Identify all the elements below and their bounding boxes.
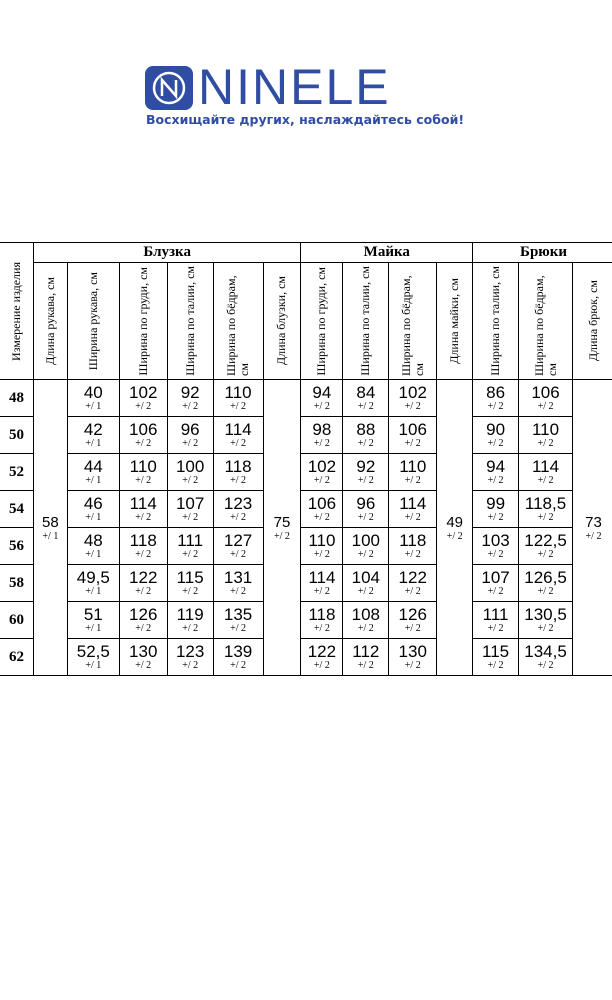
table-cell <box>213 454 263 491</box>
table-cell <box>301 417 343 454</box>
cell-value: 123 <box>223 494 253 513</box>
cell-value: 114 <box>308 568 336 587</box>
table-cell <box>343 565 389 602</box>
cell-tolerance: +/ 2 <box>230 438 247 449</box>
merged-value: 73 <box>585 513 602 531</box>
cell-tolerance: +/ 2 <box>537 401 554 412</box>
cell-value: 94 <box>312 383 332 402</box>
cell-tolerance: +/ 2 <box>230 623 247 634</box>
table-row <box>0 639 612 676</box>
cell-tolerance: +/ 2 <box>230 401 247 412</box>
cell-value: 118 <box>224 457 252 476</box>
cell-value: 110 <box>308 531 336 550</box>
cell-value: 130 <box>129 642 158 661</box>
table-cell <box>301 491 343 528</box>
cell-tolerance: +/ 2 <box>487 475 504 486</box>
size-label: 60 <box>0 602 33 639</box>
cell-value: 114 <box>224 420 252 439</box>
table-cell <box>167 491 213 528</box>
cell-value: 107 <box>481 568 510 587</box>
cell-value: 40 <box>83 383 103 402</box>
cell-value: 123 <box>175 642 205 661</box>
cell-value: 130,5 <box>524 605 567 624</box>
column-header: Ширина по груди, см <box>301 263 343 380</box>
table-cell <box>473 565 519 602</box>
cell-tolerance: +/ 2 <box>487 660 504 671</box>
table-cell <box>473 417 519 454</box>
cell-value: 52,5 <box>76 642 110 661</box>
cell-value: 135 <box>223 605 253 624</box>
cell-tolerance: +/ 2 <box>313 549 330 560</box>
brand-logo <box>144 59 470 133</box>
brand-name: NINELE <box>198 59 391 115</box>
cell-tolerance: +/ 2 <box>182 623 199 634</box>
table-cell <box>473 491 519 528</box>
cell-tolerance: +/ 2 <box>357 623 374 634</box>
cell-tolerance: +/ 2 <box>135 512 152 523</box>
sleeve-length-cell <box>33 380 67 676</box>
table-row <box>0 602 612 639</box>
cell-value: 110 <box>224 383 252 402</box>
cell-tolerance: +/ 2 <box>182 475 199 486</box>
table-cell <box>167 380 213 417</box>
cell-tolerance: +/ 2 <box>230 586 247 597</box>
cell-value: 118,5 <box>524 494 567 513</box>
table-cell <box>301 602 343 639</box>
cell-value: 106 <box>531 383 560 402</box>
pants-length-cell <box>573 380 612 676</box>
cell-value: 106 <box>129 420 158 439</box>
table-cell <box>119 380 167 417</box>
cell-tolerance: +/ 2 <box>182 660 199 671</box>
column-header: Ширина по бёдрам, см <box>519 263 573 380</box>
column-header: Ширина по груди, см <box>119 263 167 380</box>
cell-tolerance: +/ 2 <box>537 660 554 671</box>
ninele-logo-icon <box>144 65 194 111</box>
cell-tolerance: +/ 1 <box>85 623 102 634</box>
cell-tolerance: +/ 2 <box>182 549 199 560</box>
table-cell <box>301 639 343 676</box>
table-cell <box>473 454 519 491</box>
cell-value: 102 <box>129 383 158 402</box>
cell-value: 112 <box>352 642 380 661</box>
table-cell <box>301 565 343 602</box>
column-header: Ширина по талии, см <box>473 263 519 380</box>
cell-tolerance: +/ 2 <box>357 401 374 412</box>
cell-tolerance: +/ 1 <box>85 512 102 523</box>
size-label: 48 <box>0 380 33 417</box>
cell-value: 96 <box>180 420 200 439</box>
cell-value: 100 <box>351 531 380 550</box>
table-cell <box>167 454 213 491</box>
cell-tolerance: +/ 2 <box>313 512 330 523</box>
cell-value: 111 <box>482 605 509 624</box>
table-cell <box>389 491 437 528</box>
table-cell <box>519 454 573 491</box>
cell-value: 102 <box>307 457 337 476</box>
table-cell <box>519 639 573 676</box>
cell-tolerance: +/ 2 <box>404 660 421 671</box>
merged-value: 58 <box>42 513 59 531</box>
cell-value: 130 <box>398 642 427 661</box>
size-label: 52 <box>0 454 33 491</box>
cell-tolerance: +/ 2 <box>313 623 330 634</box>
table-row <box>0 454 612 491</box>
size-chart <box>0 242 612 679</box>
cell-tolerance: +/ 2 <box>313 438 330 449</box>
cell-tolerance: +/ 2 <box>230 475 247 486</box>
cell-value: 103 <box>481 531 510 550</box>
cell-tolerance: +/ 2 <box>404 438 421 449</box>
cell-value: 86 <box>486 383 506 402</box>
cell-tolerance: +/ 2 <box>135 438 152 449</box>
cell-value: 100 <box>175 457 205 476</box>
table-cell <box>167 565 213 602</box>
cell-value: 114 <box>399 494 427 513</box>
cell-tolerance: +/ 2 <box>487 438 504 449</box>
cell-value: 88 <box>356 420 376 439</box>
cell-value: 126 <box>129 605 158 624</box>
column-header: Длина брюк, см <box>573 263 612 380</box>
cell-tolerance: +/ 1 <box>85 438 102 449</box>
cell-tolerance: +/ 2 <box>230 512 247 523</box>
size-table <box>0 242 612 676</box>
table-row <box>0 380 612 417</box>
table-cell <box>389 639 437 676</box>
cell-tolerance: +/ 1 <box>85 475 102 486</box>
merged-tolerance: +/ 2 <box>446 530 463 542</box>
cell-value: 115 <box>482 642 510 661</box>
table-cell <box>343 528 389 565</box>
table-cell <box>213 602 263 639</box>
table-cell <box>119 454 167 491</box>
table-cell <box>67 491 119 528</box>
size-label: 62 <box>0 639 33 676</box>
cell-tolerance: +/ 2 <box>182 438 199 449</box>
table-cell <box>67 565 119 602</box>
tank-length-cell <box>437 380 473 676</box>
table-cell <box>301 454 343 491</box>
cell-value: 139 <box>223 642 253 661</box>
cell-tolerance: +/ 2 <box>357 512 374 523</box>
cell-tolerance: +/ 2 <box>230 549 247 560</box>
table-row <box>0 528 612 565</box>
cell-tolerance: +/ 2 <box>135 586 152 597</box>
cell-tolerance: +/ 2 <box>404 549 421 560</box>
cell-value: 107 <box>175 494 205 513</box>
table-cell <box>519 528 573 565</box>
merged-tolerance: +/ 2 <box>585 530 602 542</box>
table-cell <box>213 639 263 676</box>
size-label: 58 <box>0 565 33 602</box>
table-cell <box>119 639 167 676</box>
column-header: Ширина рукава, см <box>67 263 119 380</box>
cell-value: 51 <box>83 605 103 624</box>
column-header: Ширина по талии, см <box>167 263 213 380</box>
table-cell <box>389 380 437 417</box>
cell-tolerance: +/ 2 <box>182 512 199 523</box>
table-cell <box>519 491 573 528</box>
size-label: 54 <box>0 491 33 528</box>
brand-tagline: Восхищайте других, наслаждайтесь собой! <box>146 112 465 127</box>
table-cell <box>119 417 167 454</box>
cell-value: 46 <box>83 494 103 513</box>
table-cell <box>301 380 343 417</box>
table-cell <box>389 565 437 602</box>
table-cell <box>389 417 437 454</box>
cell-tolerance: +/ 2 <box>537 438 554 449</box>
cell-value: 115 <box>176 568 204 587</box>
cell-tolerance: +/ 2 <box>182 401 199 412</box>
cell-tolerance: +/ 2 <box>230 660 247 671</box>
cell-value: 118 <box>399 531 427 550</box>
table-row <box>0 417 612 454</box>
cell-value: 98 <box>312 420 332 439</box>
column-header: Ширина по бёдрам, см <box>213 263 263 380</box>
table-cell <box>213 565 263 602</box>
cell-value: 106 <box>398 420 427 439</box>
cell-value: 99 <box>486 494 506 513</box>
cell-value: 114 <box>129 494 157 513</box>
cell-tolerance: +/ 2 <box>487 623 504 634</box>
table-cell <box>473 639 519 676</box>
table-cell <box>519 380 573 417</box>
cell-tolerance: +/ 2 <box>357 438 374 449</box>
table-cell <box>343 454 389 491</box>
cell-value: 110 <box>399 457 427 476</box>
cell-tolerance: +/ 2 <box>135 660 152 671</box>
table-cell <box>67 380 119 417</box>
merged-tolerance: +/ 1 <box>42 530 59 542</box>
cell-value: 94 <box>486 457 506 476</box>
table-cell <box>473 380 519 417</box>
cell-tolerance: +/ 1 <box>85 549 102 560</box>
cell-value: 108 <box>351 605 380 624</box>
column-header: Ширина по талии, см <box>343 263 389 380</box>
cell-tolerance: +/ 2 <box>537 475 554 486</box>
table-cell <box>343 491 389 528</box>
cell-tolerance: +/ 2 <box>404 512 421 523</box>
cell-value: 131 <box>223 568 253 587</box>
cell-tolerance: +/ 2 <box>313 401 330 412</box>
merged-value: 49 <box>446 513 463 531</box>
table-cell <box>213 491 263 528</box>
table-cell <box>343 639 389 676</box>
table-cell <box>343 417 389 454</box>
cell-tolerance: +/ 2 <box>487 549 504 560</box>
cell-value: 127 <box>223 531 253 550</box>
table-row <box>0 565 612 602</box>
cell-tolerance: +/ 2 <box>357 586 374 597</box>
cell-value: 92 <box>356 457 376 476</box>
row-header: Измерение изделия <box>0 243 33 380</box>
cell-tolerance: +/ 2 <box>537 512 554 523</box>
table-cell <box>213 380 263 417</box>
table-cell <box>119 565 167 602</box>
table-cell <box>213 417 263 454</box>
table-row <box>0 491 612 528</box>
cell-value: 92 <box>180 383 200 402</box>
cell-value: 119 <box>176 605 204 624</box>
table-cell <box>389 528 437 565</box>
table-cell <box>213 528 263 565</box>
cell-value: 118 <box>129 531 157 550</box>
cell-value: 84 <box>356 383 376 402</box>
cell-tolerance: +/ 2 <box>182 586 199 597</box>
cell-value: 122 <box>307 642 337 661</box>
column-header: Ширина по бёдрам, см <box>389 263 437 380</box>
table-cell <box>519 602 573 639</box>
column-header: Длина майки, см <box>437 263 473 380</box>
cell-value: 118 <box>308 605 336 624</box>
cell-value: 122,5 <box>524 531 567 550</box>
table-cell <box>67 602 119 639</box>
cell-value: 44 <box>83 457 103 476</box>
size-label: 56 <box>0 528 33 565</box>
cell-tolerance: +/ 2 <box>313 475 330 486</box>
cell-value: 102 <box>398 383 427 402</box>
table-cell <box>389 602 437 639</box>
table-cell <box>119 602 167 639</box>
cell-tolerance: +/ 2 <box>487 586 504 597</box>
table-cell <box>519 417 573 454</box>
cell-value: 106 <box>307 494 337 513</box>
cell-value: 90 <box>486 420 506 439</box>
column-header: Длина рукава, см <box>33 263 67 380</box>
cell-value: 114 <box>531 457 560 476</box>
cell-tolerance: +/ 2 <box>404 475 421 486</box>
table-cell <box>67 454 119 491</box>
cell-value: 42 <box>83 420 103 439</box>
cell-tolerance: +/ 2 <box>135 401 152 412</box>
cell-value: 110 <box>531 420 560 439</box>
table-cell <box>473 602 519 639</box>
cell-tolerance: +/ 2 <box>135 549 152 560</box>
table-cell <box>167 417 213 454</box>
cell-value: 48 <box>83 531 103 550</box>
table-cell <box>301 528 343 565</box>
cell-value: 126,5 <box>524 568 567 587</box>
cell-value: 49,5 <box>76 568 110 587</box>
size-label: 50 <box>0 417 33 454</box>
cell-tolerance: +/ 2 <box>537 623 554 634</box>
group-header-mayka: Майка <box>301 243 473 263</box>
table-cell <box>519 565 573 602</box>
cell-value: 134,5 <box>524 642 567 661</box>
table-cell <box>119 528 167 565</box>
cell-tolerance: +/ 2 <box>404 586 421 597</box>
column-header: Длина блузки, см <box>263 263 301 380</box>
cell-tolerance: +/ 2 <box>404 623 421 634</box>
cell-tolerance: +/ 2 <box>313 660 330 671</box>
table-cell <box>167 528 213 565</box>
table-cell <box>67 528 119 565</box>
cell-tolerance: +/ 2 <box>313 586 330 597</box>
table-cell <box>167 602 213 639</box>
cell-tolerance: +/ 2 <box>537 549 554 560</box>
cell-tolerance: +/ 1 <box>85 660 102 671</box>
cell-value: 122 <box>398 568 427 587</box>
table-cell <box>343 380 389 417</box>
cell-value: 111 <box>177 531 204 550</box>
blouse-length-cell <box>263 380 301 676</box>
table-cell <box>119 491 167 528</box>
table-cell <box>167 639 213 676</box>
cell-tolerance: +/ 2 <box>357 660 374 671</box>
cell-value: 122 <box>129 568 158 587</box>
merged-value: 75 <box>273 513 291 531</box>
table-cell <box>343 602 389 639</box>
cell-tolerance: +/ 2 <box>537 586 554 597</box>
group-header-bluzka: Блузка <box>33 243 301 263</box>
group-header-bryuki: Брюки <box>473 243 612 263</box>
cell-tolerance: +/ 2 <box>357 475 374 486</box>
table-cell <box>67 417 119 454</box>
cell-tolerance: +/ 2 <box>404 401 421 412</box>
cell-tolerance: +/ 2 <box>135 475 152 486</box>
cell-tolerance: +/ 2 <box>357 549 374 560</box>
table-cell <box>389 454 437 491</box>
cell-tolerance: +/ 1 <box>85 586 102 597</box>
table-cell <box>67 639 119 676</box>
table-cell <box>473 528 519 565</box>
cell-value: 126 <box>398 605 427 624</box>
cell-tolerance: +/ 2 <box>487 512 504 523</box>
merged-tolerance: +/ 2 <box>274 530 290 542</box>
cell-tolerance: +/ 2 <box>135 623 152 634</box>
cell-value: 110 <box>129 457 157 476</box>
cell-value: 96 <box>356 494 376 513</box>
cell-tolerance: +/ 1 <box>85 401 102 412</box>
cell-value: 104 <box>351 568 380 587</box>
cell-tolerance: +/ 2 <box>487 401 504 412</box>
